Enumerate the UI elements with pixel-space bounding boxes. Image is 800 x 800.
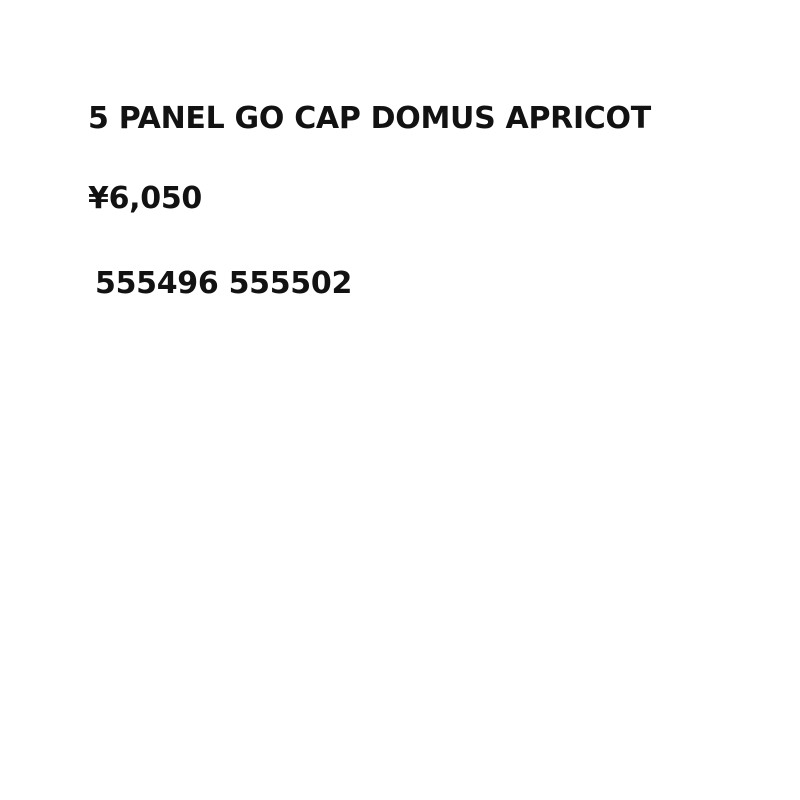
product-item-codes: 555496 555502 bbox=[95, 266, 353, 301]
product-price: ¥6,050 bbox=[88, 181, 202, 216]
product-title: 5 PANEL GO CAP DOMUS APRICOT bbox=[88, 101, 651, 136]
